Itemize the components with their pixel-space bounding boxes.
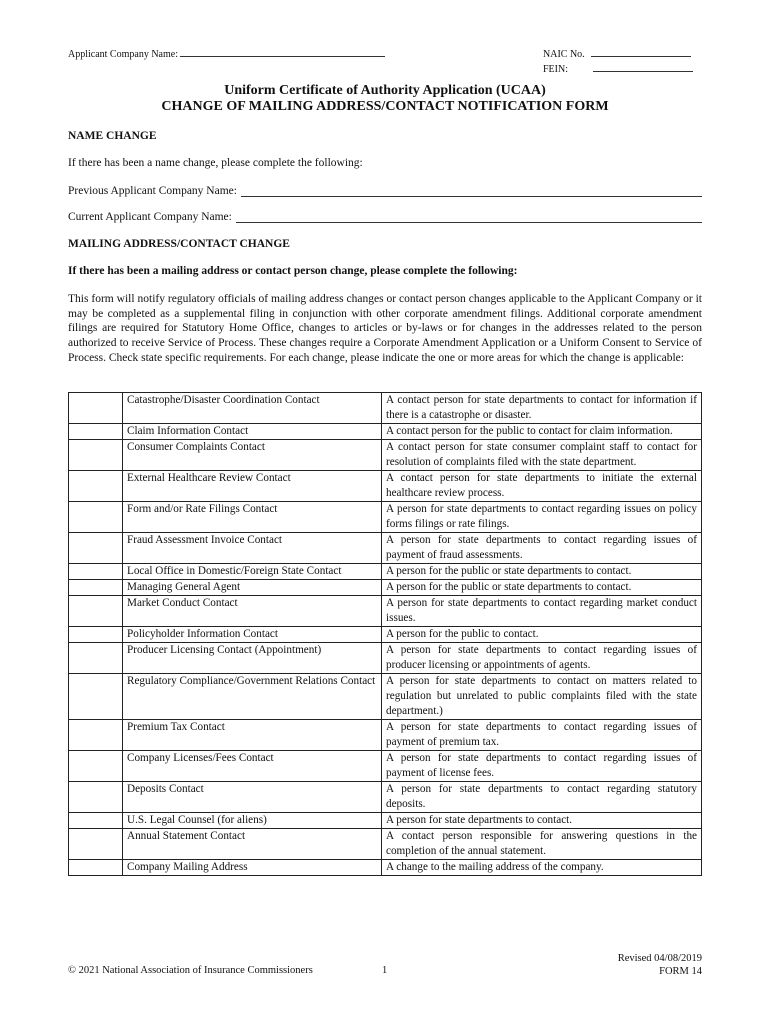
table-row — [69, 502, 702, 533]
checkbox-cell[interactable] — [69, 393, 123, 424]
naic-blank[interactable] — [591, 47, 691, 57]
current-name-label: Current Applicant Company Name: — [68, 211, 232, 223]
fein-label: FEIN: — [543, 64, 568, 75]
table-row — [69, 782, 702, 813]
contact-description: A person for state departments to contact regarding issues of payment of license fees. — [382, 751, 702, 782]
table-row — [69, 580, 702, 596]
contact-type: Form and/or Rate Filings Contact — [123, 502, 382, 533]
table-row — [69, 440, 702, 471]
contact-type: Premium Tax Contact — [123, 720, 382, 751]
naic-label: NAIC No. — [543, 49, 585, 60]
contact-type: Annual Statement Contact — [123, 829, 382, 860]
table-row — [69, 813, 702, 829]
table-row — [69, 393, 702, 424]
fein-blank[interactable] — [593, 62, 693, 72]
contact-type: Managing General Agent — [123, 580, 382, 596]
checkbox-cell[interactable] — [69, 471, 123, 502]
checkbox-cell[interactable] — [69, 564, 123, 580]
contact-description: A change to the mailing address of the company. — [382, 860, 702, 876]
checkbox-cell[interactable] — [69, 813, 123, 829]
contact-description: A person for the public or state departments to contact. — [382, 564, 702, 580]
checkbox-cell[interactable] — [69, 533, 123, 564]
contact-type: Company Licenses/Fees Contact — [123, 751, 382, 782]
checkbox-cell[interactable] — [69, 782, 123, 813]
table-row — [69, 596, 702, 627]
checkbox-cell[interactable] — [69, 580, 123, 596]
contact-description: A contact person for state consumer complaint staff to contact for resolution of complaints filed with the state department. — [382, 440, 702, 471]
revised-date: Revised 04/08/2019 — [617, 953, 702, 964]
contact-description: A person for state departments to contact regarding issues of payment of fraud assessments. — [382, 533, 702, 564]
table-row — [69, 627, 702, 643]
contact-type: Deposits Contact — [123, 782, 382, 813]
previous-name-blank[interactable] — [241, 186, 702, 197]
table-row — [69, 643, 702, 674]
contact-description: A contact person for state departments to contact for information if there is a catastrophe or disaster. — [382, 393, 702, 424]
contact-type: Regulatory Compliance/Government Relations Contact — [123, 674, 382, 720]
copyright-notice: © 2021 National Association of Insurance Commissioners — [68, 965, 313, 976]
table-row — [69, 674, 702, 720]
form-subtitle: CHANGE OF MAILING ADDRESS/CONTACT NOTIFICATION FORM — [161, 99, 609, 114]
mailing-heading: MAILING ADDRESS/CONTACT CHANGE — [68, 238, 290, 250]
table-row — [69, 720, 702, 751]
previous-name-label: Previous Applicant Company Name: — [68, 185, 237, 197]
contact-type: External Healthcare Review Contact — [123, 471, 382, 502]
contact-description: A person for state departments to contact on matters related to regulation but unrelated to public complaints filed with the state department.) — [382, 674, 702, 720]
table-row — [69, 533, 702, 564]
revision-info — [560, 952, 702, 978]
company-name-label: Applicant Company Name: — [68, 49, 178, 60]
contact-description: A person for state departments to contact regarding issues of producer licensing or appointments of agents. — [382, 643, 702, 674]
checkbox-cell[interactable] — [69, 751, 123, 782]
company-name-header — [68, 47, 385, 60]
contact-type: Producer Licensing Contact (Appointment) — [123, 643, 382, 674]
table-row — [69, 564, 702, 580]
contact-description: A person for state departments to contact regarding statutory deposits. — [382, 782, 702, 813]
checkbox-cell[interactable] — [69, 424, 123, 440]
contact-description: A person for state departments to contact. — [382, 813, 702, 829]
form-number: FORM 14 — [659, 966, 702, 977]
contact-description: A person for state departments to contact regarding issues on policy forms filings or rate filings. — [382, 502, 702, 533]
contact-description: A person for the public to contact. — [382, 627, 702, 643]
checkbox-cell[interactable] — [69, 643, 123, 674]
contact-type: Consumer Complaints Contact — [123, 440, 382, 471]
contact-type: Fraud Assessment Invoice Contact — [123, 533, 382, 564]
mailing-instruction: If there has been a mailing address or contact person change, please complete the following: — [68, 265, 518, 277]
table-row — [69, 471, 702, 502]
page-number: 1 — [382, 965, 388, 976]
form-title: Uniform Certificate of Authority Application (UCAA) — [224, 83, 546, 98]
table-row — [69, 860, 702, 876]
previous-name-field[interactable] — [68, 185, 702, 197]
mailing-body-text: This form will notify regulatory officials of mailing address changes or contact person changes applicable to the Applicant Company or it may be completed as a supplemental filing in conjunction with other corporate amendment filings. Additional corporate amendment filings are required for Statutory Home Office, changes to articles or by-laws or for changes in the addresses related to the person authorized to receive Service of Process. These changes require a Corporate Amendment Application or a Uniform Consent to Service of Process. Check state specific requirements. For each change, please indicate the one or more areas for which the change is applicable: — [68, 293, 702, 364]
naic-fein-header — [543, 47, 693, 77]
checkbox-cell[interactable] — [69, 720, 123, 751]
contact-description: A contact person for state departments to initiate the external healthcare review process. — [382, 471, 702, 502]
contacts-table — [68, 392, 702, 876]
checkbox-cell[interactable] — [69, 860, 123, 876]
table-row — [69, 751, 702, 782]
contact-type: Company Mailing Address — [123, 860, 382, 876]
checkbox-cell[interactable] — [69, 440, 123, 471]
current-name-blank[interactable] — [236, 212, 702, 223]
table-row — [69, 424, 702, 440]
name-change-instruction: If there has been a name change, please complete the following: — [68, 157, 363, 169]
contact-description: A person for state departments to contact regarding market conduct issues. — [382, 596, 702, 627]
table-row — [69, 829, 702, 860]
contact-type: Market Conduct Contact — [123, 596, 382, 627]
contact-type: Claim Information Contact — [123, 424, 382, 440]
checkbox-cell[interactable] — [69, 829, 123, 860]
checkbox-cell[interactable] — [69, 502, 123, 533]
checkbox-cell[interactable] — [69, 627, 123, 643]
checkbox-cell[interactable] — [69, 674, 123, 720]
current-name-field[interactable] — [68, 211, 702, 223]
name-change-heading: NAME CHANGE — [68, 130, 157, 142]
contact-type: Local Office in Domestic/Foreign State Contact — [123, 564, 382, 580]
contact-description: A person for state departments to contact regarding issues of payment of premium tax. — [382, 720, 702, 751]
contact-description: A person for the public or state departments to contact. — [382, 580, 702, 596]
contact-type: Policyholder Information Contact — [123, 627, 382, 643]
contact-type: Catastrophe/Disaster Coordination Contact — [123, 393, 382, 424]
contact-description: A contact person responsible for answering questions in the completion of the annual statement. — [382, 829, 702, 860]
checkbox-cell[interactable] — [69, 596, 123, 627]
company-name-blank[interactable] — [180, 47, 385, 57]
contact-type: U.S. Legal Counsel (for aliens) — [123, 813, 382, 829]
contact-description: A contact person for the public to contact for claim information. — [382, 424, 702, 440]
